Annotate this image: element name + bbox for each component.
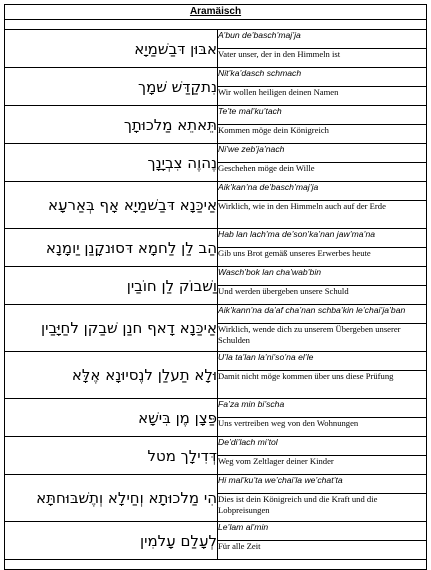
german-translation: Damit nicht möge kommen über uns diese Prüfung — [218, 371, 427, 399]
transliteration-text: Hab lan lach’ma de’son’ka’nan jaw’ma’na — [218, 229, 427, 248]
aramaic-text: דְּדִילָך מטל — [5, 437, 218, 475]
aramaic-text: וַשׁבוֹק לַן חוֹבַין — [5, 267, 218, 305]
german-translation: Vater unser, der in den Himmeln ist — [218, 49, 427, 68]
german-translation: Weg vom Zeltlager deiner Kinder — [218, 456, 427, 475]
german-translation: Dies ist dein Königreich und die Kraft und die Lobpreisungen — [218, 494, 427, 522]
aramaic-text: לְעָלַם עָלמִין — [5, 522, 218, 560]
verse-row — [5, 68, 427, 87]
verse-row — [5, 399, 427, 418]
aramaic-text: וּלָא תַעלַן לנֶסיוּנָא אֶלָּא — [5, 352, 218, 399]
transliteration-text: Te’te mal’ku’tach — [218, 106, 427, 125]
german-translation: Gib uns Brot gemäß unseres Erwerbes heute — [218, 248, 427, 267]
transliteration-text: Ni’we zeb’ja’nach — [218, 144, 427, 163]
transliteration-text: Wasch’bok lan cha’wab’bin — [218, 267, 427, 286]
title-row — [5, 5, 427, 20]
verse-row — [5, 144, 427, 163]
verse-row — [5, 305, 427, 324]
spacer-row — [5, 20, 427, 30]
spacer-cell — [5, 560, 427, 570]
verse-row — [5, 182, 427, 201]
transliteration-text: Nit’ka’dasch schmach — [218, 68, 427, 87]
transliteration-text: U’la ta’lan la’ni’so’na el’le — [218, 352, 427, 371]
verse-row — [5, 522, 427, 541]
german-translation: Uns vertreiben weg von den Wohnungen — [218, 418, 427, 437]
aramaic-text: נֶהוֶה צִבְיָנָך — [5, 144, 218, 182]
transliteration-text: Aik’kan’na de’basch’maj’ja — [218, 182, 427, 201]
german-translation: Wirklich, wie in den Himmeln auch auf der Erde — [218, 201, 427, 229]
prayer-table — [4, 4, 427, 570]
aramaic-text: הַב לַן לַחמָא דּסוּנקָנַן יַומָנָא — [5, 229, 218, 267]
spacer-cell — [5, 20, 427, 30]
transliteration-text: Fa’za min bi’scha — [218, 399, 427, 418]
aramaic-text: נִתקַדַּשׁ שׁמָך — [5, 68, 218, 106]
verse-row — [5, 352, 427, 371]
transliteration-text: De’di’lach mi’tol — [218, 437, 427, 456]
transliteration-text: A’bun de’basch’maj’ja — [218, 30, 427, 49]
verse-row — [5, 229, 427, 248]
aramaic-text: אבּוּן דּבַשׁמַיָא — [5, 30, 218, 68]
transliteration-text: Le’lam al’min — [218, 522, 427, 541]
verse-row — [5, 475, 427, 494]
german-translation: Geschehen möge dein Wille — [218, 163, 427, 182]
aramaic-text: אַיכַּנָא דָאף חנַן שׁבַקן לחַיָּבַין — [5, 305, 218, 352]
german-translation: Kommen möge dein Königreich — [218, 125, 427, 144]
transliteration-text: Aik’kann’na da’af cha’nan schba’kin le’chai’ja’ban — [218, 305, 427, 324]
german-translation: Wir wollen heiligen deinen Namen — [218, 87, 427, 106]
table-title: Aramäisch — [5, 5, 427, 20]
german-translation: Für alle Zeit — [218, 541, 427, 560]
german-translation: Wirklich, wende dich zu unserem Übergeben unserer Schulden — [218, 324, 427, 352]
spacer-row — [5, 560, 427, 570]
german-translation: Und werden übergeben unsere Schuld — [218, 286, 427, 305]
verse-row — [5, 267, 427, 286]
verse-row — [5, 30, 427, 49]
aramaic-text: אַיכַּנָא דּבַשׁמַיָא אָף בְּאַרעָא — [5, 182, 218, 229]
aramaic-text: פַּצָן מֶן בִּישָׁא — [5, 399, 218, 437]
transliteration-text: Hi mal’ku’ta we’chai’la we’chat’ta — [218, 475, 427, 494]
verse-row — [5, 106, 427, 125]
aramaic-text: הִי מַלכוּתָא וְחַילָא וְתֶשׁבּוּחתָּא — [5, 475, 218, 522]
aramaic-text: תֵּאתֵא מַלכוּתָך — [5, 106, 218, 144]
verse-row — [5, 437, 427, 456]
